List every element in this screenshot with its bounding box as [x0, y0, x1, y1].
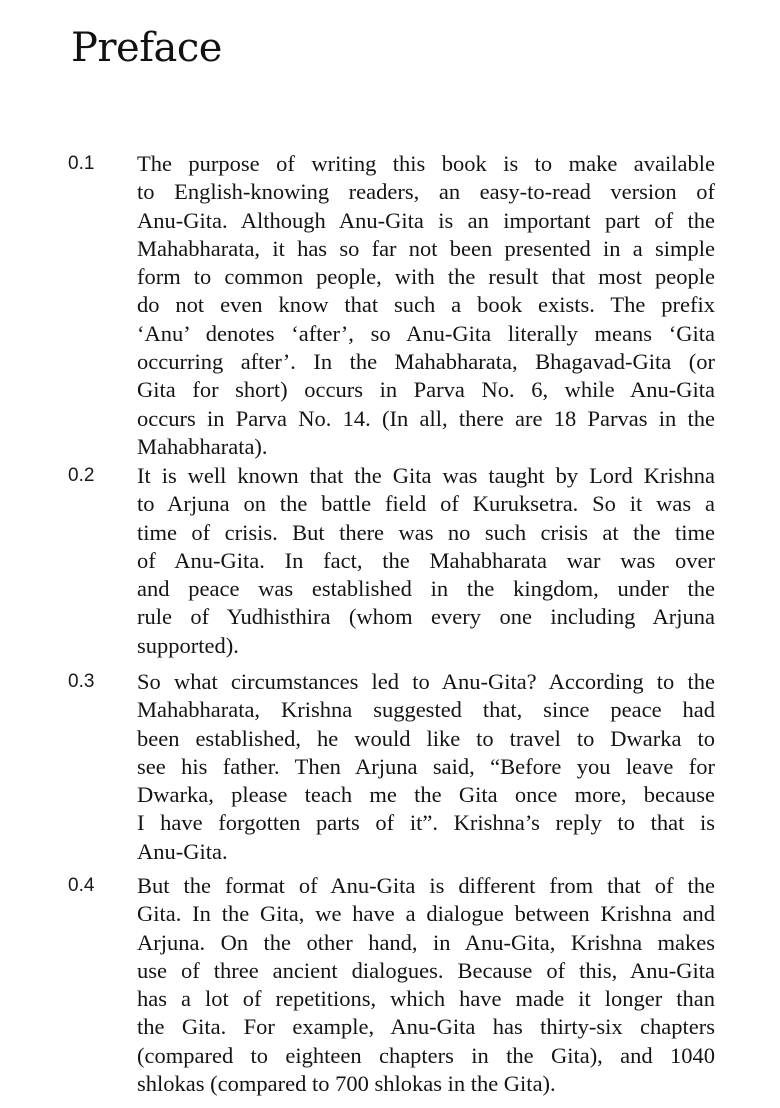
section-number: 0.4	[68, 875, 95, 896]
text-line: been established, he would like to travel to Dwarka to	[137, 725, 715, 751]
text-line: Mahabharata).	[137, 433, 268, 459]
section-number: 0.1	[68, 153, 95, 174]
text-line: to English-knowing readers, an easy-to-read version of	[137, 179, 715, 205]
section-number: 0.2	[68, 465, 95, 486]
text-line: see his father. Then Arjuna said, “Before you leave for	[137, 753, 715, 779]
text-line: form to common people, with the result that most people	[137, 264, 715, 290]
section-body	[137, 462, 717, 660]
section-number: 0.3	[68, 671, 95, 692]
text-line: Anu-Gita. Although Anu-Gita is an important part of the	[137, 207, 715, 233]
text-line: Mahabharata, Krishna suggested that, since peace had	[137, 697, 715, 723]
text-line: shlokas (compared to 700 shlokas in the Gita).	[137, 1071, 556, 1097]
text-line: do not even know that such a book exists. The prefix	[137, 292, 715, 318]
text-line: Anu-Gita.	[137, 838, 228, 864]
section-body	[137, 668, 717, 866]
section-body	[137, 150, 717, 461]
text-line: Gita for short) occurs in Parva No. 6, while Anu-Gita	[137, 377, 715, 403]
text-line: occurring after’. In the Mahabharata, Bhagavad-Gita (or	[137, 349, 715, 375]
text-line: The purpose of writing this book is to make available	[137, 151, 715, 176]
text-line: Arjuna. On the other hand, in Anu-Gita, Krishna makes	[137, 929, 715, 955]
text-line: Gita. In the Gita, we have a dialogue between Krishna and	[137, 901, 715, 927]
text-line: I have forgotten parts of it”. Krishna’s reply to that is	[137, 810, 715, 836]
text-line: of Anu-Gita. In fact, the Mahabharata war was over	[137, 547, 715, 573]
text-line: use of three ancient dialogues. Because of this, Anu-Gita	[137, 957, 715, 983]
text-line: the Gita. For example, Anu-Gita has thirty-six chapters	[137, 1014, 715, 1040]
text-line: (compared to eighteen chapters in the Gita), and 1040	[137, 1042, 715, 1068]
text-line: occurs in Parva No. 14. (In all, there are 18 Parvas in the	[137, 405, 715, 431]
text-line: ‘Anu’ denotes ‘after’, so Anu-Gita literally means ‘Gita	[137, 320, 715, 346]
text-line: But the format of Anu-Gita is different from that of the	[137, 873, 715, 898]
text-line: time of crisis. But there was no such crisis at the time	[137, 519, 715, 545]
text-line: Dwarka, please teach me the Gita once more, because	[137, 782, 715, 808]
text-line: rule of Yudhisthira (whom every one including Arjuna	[137, 604, 715, 630]
text-line: It is well known that the Gita was taught by Lord Krishna	[137, 463, 715, 488]
page-title: Preface	[71, 25, 222, 71]
text-line: and peace was established in the kingdom, under the	[137, 576, 715, 602]
text-line: to Arjuna on the battle field of Kuruksetra. So it was a	[137, 491, 715, 517]
text-line: So what circumstances led to Anu-Gita? According to the	[137, 669, 715, 694]
text-line: Mahabharata, it has so far not been presented in a simple	[137, 235, 715, 261]
section-body	[137, 872, 717, 1098]
text-line: has a lot of repetitions, which have made it longer than	[137, 986, 715, 1012]
text-line: supported).	[137, 632, 239, 658]
